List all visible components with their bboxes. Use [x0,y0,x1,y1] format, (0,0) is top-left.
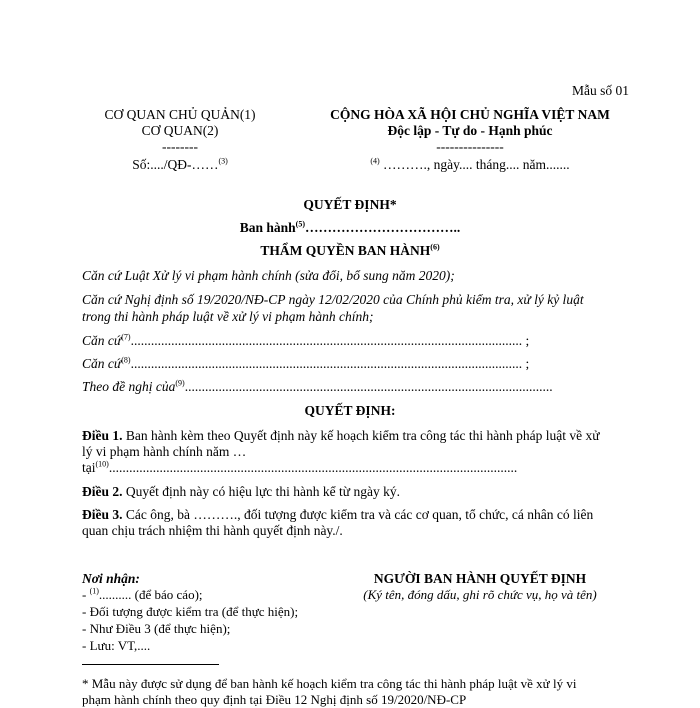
footnote-line2: phạm hành chính theo quy định tại Điều 12 Nghị định số 19/2020/NĐ-CP [82,692,467,707]
basis-other-1: Căn cứ$^{(7)}$.................................................................................................................... ; [82,332,530,348]
footnote-line1: * Mẫu này được sử dụng để ban hành kế hoạch kiểm tra công tác thi hành pháp luật về xử lý vi [82,676,577,691]
basis-law: Căn cứ Luật Xử lý vi phạm hành chính (sửa đổi, bổ sung năm 2020); [82,268,455,283]
motto-rule: --------------- [436,139,504,154]
motto: Độc lập - Tự do - Hạnh phúc [387,123,553,138]
agency-name: CƠ QUAN(2) [141,123,219,138]
footnote-divider [82,664,219,665]
decides-heading: QUYẾT ĐỊNH: [304,403,396,418]
article-3-line2: quan chịu trách nhiệm thi hành quyết định này./. [82,523,343,538]
decision-title: QUYẾT ĐỊNH* [303,197,397,212]
recipient-item-3: - Như Điều 3 (để thực hiện); [82,621,231,636]
place-date: $^{(4)}$ ………., ngày.... tháng.... năm....... [370,156,570,172]
basis-decree-line1: Căn cứ Nghị định số 19/2020/NĐ-CP ngày 12/02/2020 của Chính phủ kiểm tra, xử lý kỷ luật [82,292,584,307]
recipients-heading: Nơi nhận: [82,571,140,586]
document-number: Số:..../QĐ-……$^{(3)}$ [132,156,228,172]
proposal-line: Theo đề nghị của$^{(9)}$............................................................................................................. [82,378,553,394]
signer-note: (Ký tên, đóng dấu, ghi rõ chức vụ, họ và tên) [363,587,597,602]
basis-decree-line2: trong thi hành pháp luật về xử lý vi phạm hành chính; [82,309,374,324]
nation-name: CỘNG HÒA XÃ HỘI CHỦ NGHĨA VIỆT NAM [330,107,610,122]
article-2: Điều 2. Quyết định này có hiệu lực thi hành kể từ ngày ký. [82,484,400,499]
recipient-item-2: - Đối tượng được kiểm tra (để thực hiện); [82,604,299,619]
article-1-place: tại$^{(10)}$......................................................................................................................... [82,459,518,475]
issuing-authority: THẨM QUYỀN BAN HÀNH$^{(6)}$ [260,242,440,258]
article-1-line2: lý vi phạm hành chính năm … [82,444,247,459]
agency-parent: CƠ QUAN CHỦ QUẢN(1) [104,107,256,122]
recipient-item-1: - $^{(1)}$.......... (để báo cáo); [82,586,203,602]
signer-title: NGƯỜI BAN HÀNH QUYẾT ĐỊNH [373,571,587,586]
article-3-line1: Điều 3. Các ông, bà ………., đối tượng được kiểm tra và các cơ quan, tổ chức, cá nhân có liên [82,507,594,522]
agency-rule: -------- [162,139,198,154]
form-number: Mẫu số 01 [572,83,629,98]
issue-line: Ban hành$^{(5)}$…………………………….. [239,219,461,235]
article-1-line1: Điều 1. Ban hành kèm theo Quyết định này kế hoạch kiểm tra công tác thi hành pháp luật về xử [82,428,600,443]
recipient-item-4: - Lưu: VT,.... [82,638,151,653]
basis-other-2: Căn cứ$^{(8)}$.................................................................................................................... ; [82,355,530,371]
